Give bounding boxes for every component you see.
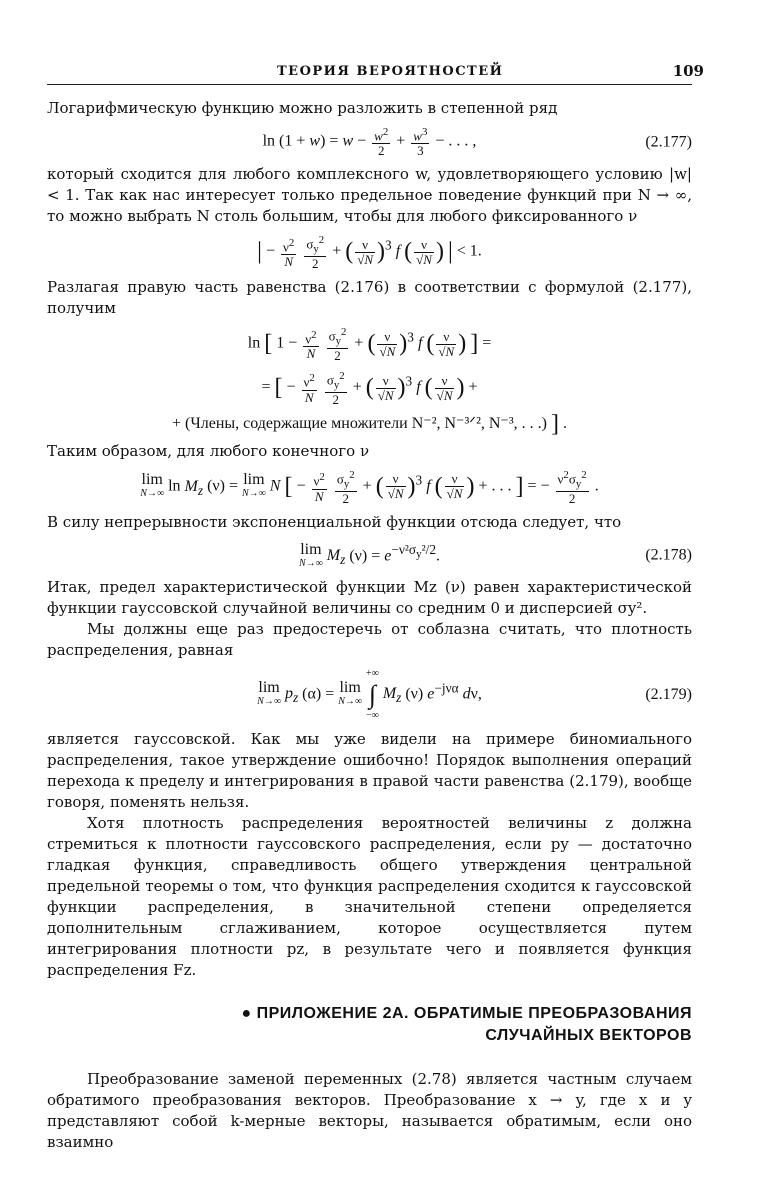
equation-2-179: lim N→∞ $p_z$ (α) = lim N→∞ +∞ ∫ −∞ $M_z$ (ν) $e^{-j\nu\alpha}$ dν, (2.179) bbox=[257, 667, 692, 721]
running-title: ТЕОРИЯ ВЕРОЯТНОСТЕЙ bbox=[277, 64, 504, 79]
equation-number-178: (2.178) bbox=[645, 546, 692, 564]
page-body bbox=[47, 98, 692, 1153]
running-head bbox=[47, 62, 704, 85]
equation-limit-log: lim N→∞ $\ln M_z$ (ν) = lim N→∞ N [ − $\frac{\nu^2}{N}$ $\frac{\sigma_y^2}{2}$ + ( $\frac{\nu}{√N}$ )$^3$ f ( $\frac{\nu}{√N}$ ) + . . . ] = − $\frac{\nu^2\sigma_y^2}{2}$ . bbox=[140, 468, 599, 506]
paragraph-1: Логарифмическую функцию можно разложить в степенной ряд bbox=[47, 99, 558, 117]
equation-number-179: (2.179) bbox=[645, 685, 692, 703]
paragraph-7: Мы должны еще раз предостеречь от соблазна считать, что плотность распределения, равная bbox=[47, 619, 692, 659]
equation-log-expansion: ln [ 1 − $\frac{\nu^2}{N}$ $\frac{\sigma_y^2}{2}$ + ( $\frac{\nu}{√N}$ )$^3$ f ( $\frac{\nu}{√N}$ ) ] = bbox=[247, 326, 492, 364]
equation-number-177: (2.177) bbox=[645, 133, 692, 151]
equation-2-177: ln (1 + w) = w − $\frac{w^2}{2}$ + $\frac{w^3}{3}$ − . . . , (2.177) bbox=[262, 126, 692, 159]
bullet-icon: ● bbox=[241, 1004, 252, 1022]
inequality-condition: | − $\frac{\nu^2}{N}$ $\frac{\sigma_y^2}{2}$ + ( $\frac{\nu}{√N}$ )$^3$ f ( $\frac{\nu}{√N}$ ) | < 1. bbox=[257, 234, 482, 272]
page-number: 109 bbox=[672, 62, 704, 80]
equation-terms-text: + (Члены, содержащие множители N⁻², N⁻³ᐟ², N⁻³, . . .) bbox=[171, 415, 547, 433]
paragraph-9: Хотя плотность распределения вероятностей величины z должна стремиться к плотности гауссовского распределения, если py — достаточно гладкая функция, справедливость общего утверждения центральной предельной теоремы о том, что функция распределения сходится к гауссовской функции распределения, в значительной степени определяется дополнительным сглаживанием, которое осуществляется путем интегрирования плотности pz, в результате чего и появляется функция распределения Fz. bbox=[47, 813, 692, 979]
appendix-title-line-2: СЛУЧАЙНЫХ ВЕКТОРОВ bbox=[485, 1026, 692, 1044]
paragraph-8: является гауссовской. Как мы уже видели на примере биномиального распределения, такое утверждение ошибочно! Порядок выполнения операций перехода к пределу и интегрирования в правой части равенства (2.179), вообще говоря, поменять нельзя. bbox=[47, 729, 692, 811]
paragraph-5: В силу непрерывности экспоненциальной функции отсюда следует, что bbox=[47, 512, 622, 531]
paragraph-3: Разлагая правую часть равенства (2.176) в соответствии с формулой (2.177), получим bbox=[47, 278, 692, 318]
appendix-title-line-1: ПРИЛОЖЕНИЕ 2А. ОБРАТИМЫЕ ПРЕОБРАЗОВАНИЯ bbox=[256, 1004, 692, 1022]
appendix-heading bbox=[47, 1003, 692, 1047]
equation-log-expansion-2: = [ − $\frac{\nu^2}{N}$ $\frac{\sigma_y^2}{2}$ + ( $\frac{\nu}{√N}$ )$^3$ f ( $\frac{\nu}{√N}$ ) + bbox=[261, 370, 478, 408]
paragraph-4: Таким образом, для любого конечного ν bbox=[47, 441, 370, 460]
paragraph-2: который сходится для любого комплексного w, удовлетворяющего условию |w| < 1. Так как нас интересует только предельное поведение функций при N → ∞, то можно выбрать N столь большим, чтобы для любого фиксированного ν bbox=[47, 165, 692, 226]
paragraph-6: Итак, предел характеристической функции Mz (ν) равен характеристической функции гауссовской случайной величины со средним 0 и дисперсией σy². bbox=[47, 577, 692, 617]
equation-log-expansion-3: + (Члены, содержащие множители N⁻², N⁻³ᐟ², N⁻³, . . .) ] . bbox=[171, 410, 567, 437]
paragraph-10: Преобразование заменой переменных (2.78) является частным случаем обратимого преобразования векторов. Преобразование x → y, где x и y представляют собой k-мерные векторы, называется обратимым, если оно взаимно bbox=[47, 1069, 692, 1151]
equation-2-178: lim N→∞ $M_z$ $(\nu) = e^{-\nu^2\sigma_y^2/2}$. (2.178) bbox=[298, 540, 692, 569]
